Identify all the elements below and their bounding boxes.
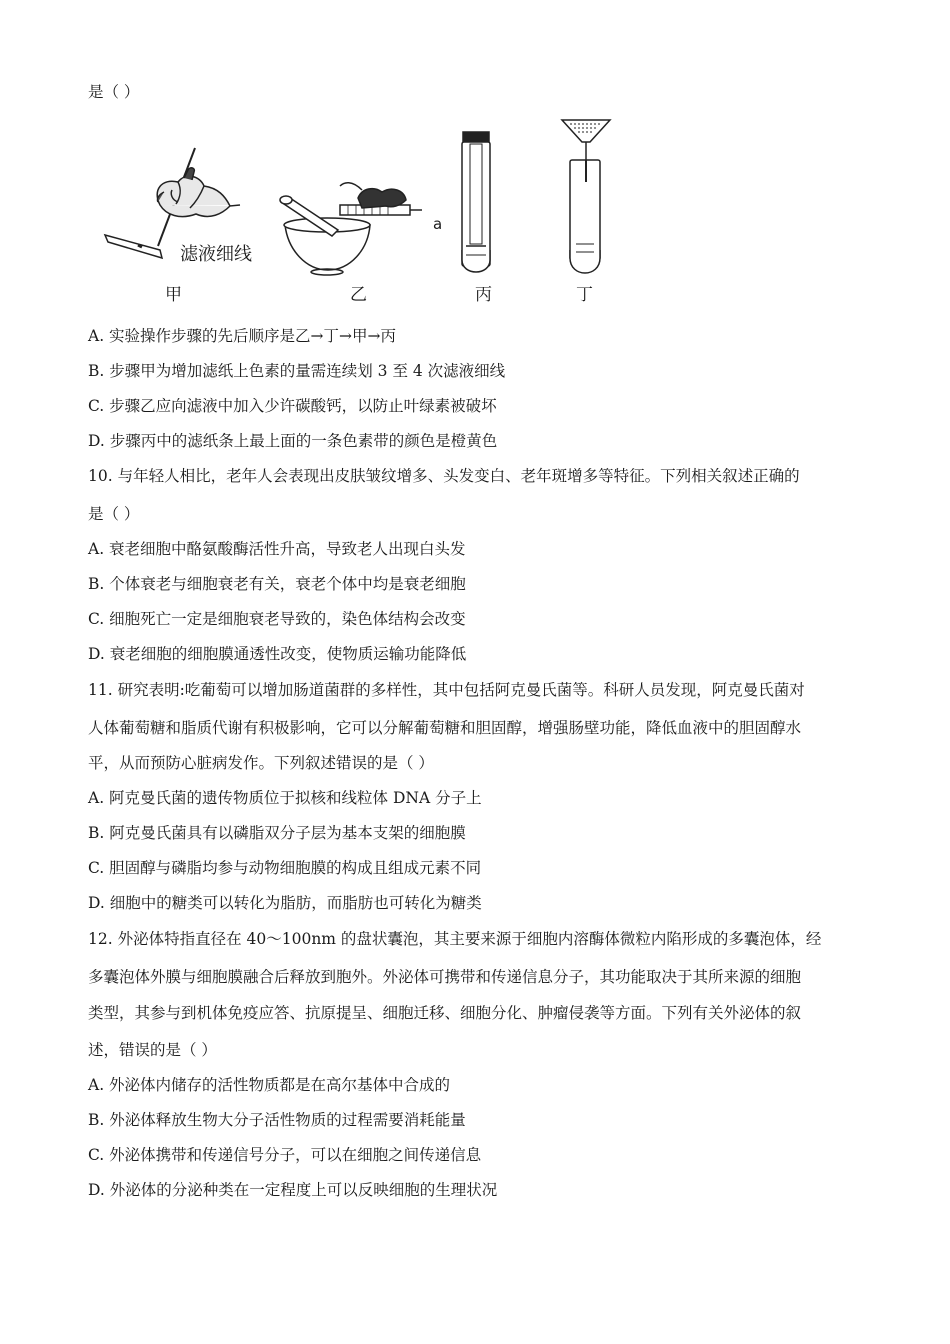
- label-a: a: [433, 215, 443, 233]
- question-line: 11. 研究表明:吃葡萄可以增加肠道菌群的多样性，其中包括阿克曼氏菌等。科研人员发现，阿克曼氏菌对: [88, 681, 805, 699]
- option-line: B. 阿克曼氏菌具有以磷脂双分子层为基本支架的细胞膜: [88, 824, 466, 842]
- caption-bing: 丙: [475, 285, 492, 305]
- option-line: B. 外泌体释放生物大分子活性物质的过程需要消耗能量: [88, 1111, 466, 1129]
- question-line: 10. 与年轻人相比，老年人会表现出皮肤皱纹增多、头发变白、老年斑增多等特征。下列相关叙述正确的: [88, 467, 800, 485]
- option-line: D. 步骤丙中的滤纸条上最上面的一条色素带的颜色是橙黄色: [88, 432, 498, 450]
- question-line: 多囊泡体外膜与细胞膜融合后释放到胞外。外泌体可携带和传递信息分子，其功能取决于其所来源的细胞: [88, 968, 802, 986]
- question-line: 人体葡萄糖和脂质代谢有积极影响，它可以分解葡萄糖和胆固醇，增强肠壁功能，降低血液中的胆固醇水: [88, 719, 802, 737]
- question-line: 类型，其参与到机体免疫应答、抗原提呈、细胞迁移、细胞分化、肿瘤侵袭等方面。下列有关外泌体的叙: [88, 1004, 802, 1022]
- option-line: A. 衰老细胞中酪氨酸酶活性升高，导致老人出现白头发: [88, 540, 466, 558]
- filter-line-label: 滤液细线: [180, 244, 252, 265]
- option-line: A. 阿克曼氏菌的遗传物质位于拟核和线粒体 DNA 分子上: [88, 789, 482, 807]
- experiment-figure: [100, 110, 640, 310]
- question-line: 12. 外泌体特指直径在 40～100nm 的盘状囊泡，其主要来源于细胞内溶酶体微粒内陷形成的多囊泡体，经: [88, 930, 822, 948]
- option-line: A. 外泌体内储存的活性物质都是在高尔基体中合成的: [88, 1076, 451, 1094]
- question-line: 是（ ）: [88, 505, 140, 523]
- step-ding-funnel: [562, 120, 610, 273]
- option-line: B. 步骤甲为增加滤纸上色素的量需连续划 3 至 4 次滤液细线: [88, 362, 506, 380]
- option-line: C. 步骤乙应向滤液中加入少许碳酸钙，以防止叶绿素被破坏: [88, 397, 497, 415]
- question-line: 述，错误的是（ ）: [88, 1041, 217, 1059]
- option-line: C. 外泌体携带和传递信号分子，可以在细胞之间传递信息: [88, 1146, 482, 1164]
- option-line: D. 外泌体的分泌种类在一定程度上可以反映细胞的生理状况: [88, 1181, 498, 1199]
- step-bing-tube: [462, 132, 490, 272]
- option-line: C. 胆固醇与磷脂均参与动物细胞膜的构成且组成元素不同: [88, 859, 482, 877]
- caption-yi: 乙: [350, 285, 367, 305]
- option-line: D. 衰老细胞的细胞膜通透性改变，使物质运输功能降低: [88, 645, 467, 663]
- option-line: A. 实验操作步骤的先后顺序是乙→丁→甲→丙: [88, 327, 397, 345]
- caption-ding: 丁: [576, 285, 593, 305]
- caption-jia: 甲: [165, 285, 182, 305]
- question-line: 平，从而预防心脏病发作。下列叙述错误的是（ ）: [88, 754, 434, 772]
- option-line: C. 细胞死亡一定是细胞衰老导致的，染色体结构会改变: [88, 610, 466, 628]
- option-line: B. 个体衰老与细胞衰老有关，衰老个体中均是衰老细胞: [88, 575, 466, 593]
- option-line: D. 细胞中的糖类可以转化为脂肪，而脂肪也可转化为糖类: [88, 894, 482, 912]
- step-yi-grinding: [280, 183, 422, 275]
- text-line: 是（ ）: [88, 83, 140, 101]
